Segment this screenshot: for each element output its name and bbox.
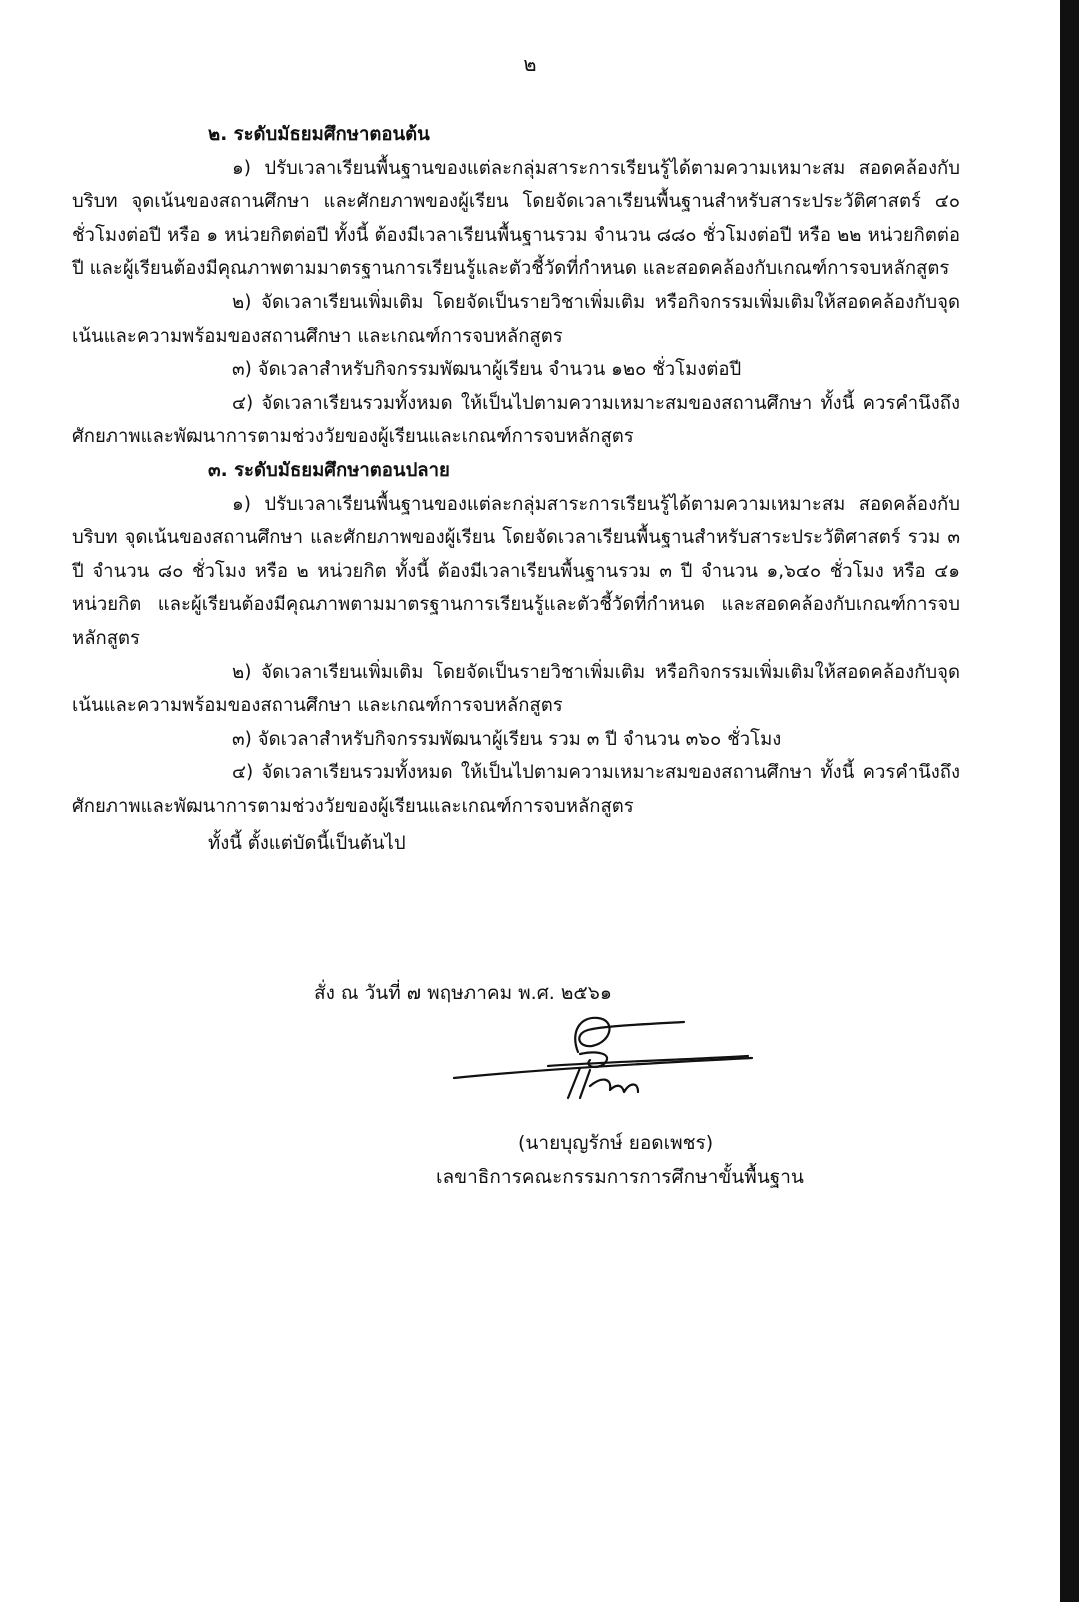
document-body (72, 118, 960, 861)
section-item: ๔) จัดเวลาเรียนรวมทั้งหมด ให้เป็นไปตามความเหมาะสมของสถานศึกษา ทั้งนี้ ควรคำนึงถึงศักยภาพและพัฒนาการตามช่วงวัยของผู้เรียนและเกณฑ์การจบหลักสูตร (72, 762, 960, 817)
section-heading: ๓. ระดับมัธยมศึกษาตอนปลาย (208, 459, 450, 481)
section-item: ๑) ปรับเวลาเรียนพื้นฐานของแต่ละกลุ่มสาระการเรียนรู้ได้ตามความเหมาะสม สอดคล้องกับบริบท จุดเน้นของสถานศึกษา และศักยภาพของผู้เรียน โดยจัดเวลาเรียนพื้นฐานสำหรับสาระประวัติศาสตร์ รวม ๓ ปี จำนวน ๘๐ ชั่วโมง หรือ ๒ หน่วยกิต ทั้งนี้ ต้องมีเวลาเรียนพื้นฐานรวม ๓ ปี จำนวน ๑,๖๔๐ ชั่วโมง หรือ ๔๑ หน่วยกิต และผู้เรียนต้องมีคุณภาพตามมาตรฐานการเรียนรู้และตัวชี้วัดที่กำหนด และสอดคล้องกับเกณฑ์การจบหลักสูตร (72, 493, 960, 649)
page-number: ๒ (523, 52, 537, 76)
signatory-name: (นายบุญรักษ์ ยอดเพชร) (518, 1132, 714, 1154)
section-item: ๓) จัดเวลาสำหรับกิจกรรมพัฒนาผู้เรียน รวม ๓ ปี จำนวน ๓๖๐ ชั่วโมง (232, 728, 782, 750)
section-item: ๓) จัดเวลาสำหรับกิจกรรมพัฒนาผู้เรียน จำนวน ๑๒๐ ชั่วโมงต่อปี (232, 359, 742, 381)
section-heading: ๒. ระดับมัธยมศึกษาตอนต้น (208, 124, 430, 145)
signatory-title: เลขาธิการคณะกรรมการการศึกษาขั้นพื้นฐาน (436, 1166, 804, 1188)
order-date: สั่ง ณ วันที่ ๗ พฤษภาคม พ.ศ. ๒๕๖๑ (314, 982, 612, 1004)
section-item: ๒) จัดเวลาเรียนเพิ่มเติม โดยจัดเป็นรายวิชาเพิ่มเติม หรือกิจกรรมเพิ่มเติมให้สอดคล้องกับจุดเน้นและความพร้อมของสถานศึกษา และเกณฑ์การจบหลักสูตร (72, 291, 960, 347)
scan-edge (1060, 0, 1079, 1602)
section-item: ๑) ปรับเวลาเรียนพื้นฐานของแต่ละกลุ่มสาระการเรียนรู้ได้ตามความเหมาะสม สอดคล้องกับบริบท จุดเน้นของสถานศึกษา และศักยภาพของผู้เรียน โดยจัดเวลาเรียนพื้นฐานสำหรับสาระประวัติศาสตร์ ๔๐ ชั่วโมงต่อปี หรือ ๑ หน่วยกิตต่อปี ทั้งนี้ ต้องมีเวลาเรียนพื้นฐานรวม จำนวน ๘๘๐ ชั่วโมงต่อปี หรือ ๒๒ หน่วยกิตต่อปี และผู้เรียนต้องมีคุณภาพตามมาตรฐานการเรียนรู้และตัวชี้วัดที่กำหนด และสอดคล้องกับเกณฑ์การจบหลักสูตร (72, 157, 960, 280)
closing-statement: ทั้งนี้ ตั้งแต่บัดนี้เป็นต้นไป (208, 833, 406, 855)
signature-image (452, 1006, 762, 1116)
section-item: ๔) จัดเวลาเรียนรวมทั้งหมด ให้เป็นไปตามความเหมาะสมของสถานศึกษา ทั้งนี้ ควรคำนึงถึงศักยภาพและพัฒนาการตามช่วงวัยของผู้เรียนและเกณฑ์การจบหลักสูตร (72, 392, 960, 448)
section-item: ๒) จัดเวลาเรียนเพิ่มเติม โดยจัดเป็นรายวิชาเพิ่มเติม หรือกิจกรรมเพิ่มเติมให้สอดคล้องกับจุดเน้นและความพร้อมของสถานศึกษา และเกณฑ์การจบหลักสูตร (72, 661, 960, 717)
